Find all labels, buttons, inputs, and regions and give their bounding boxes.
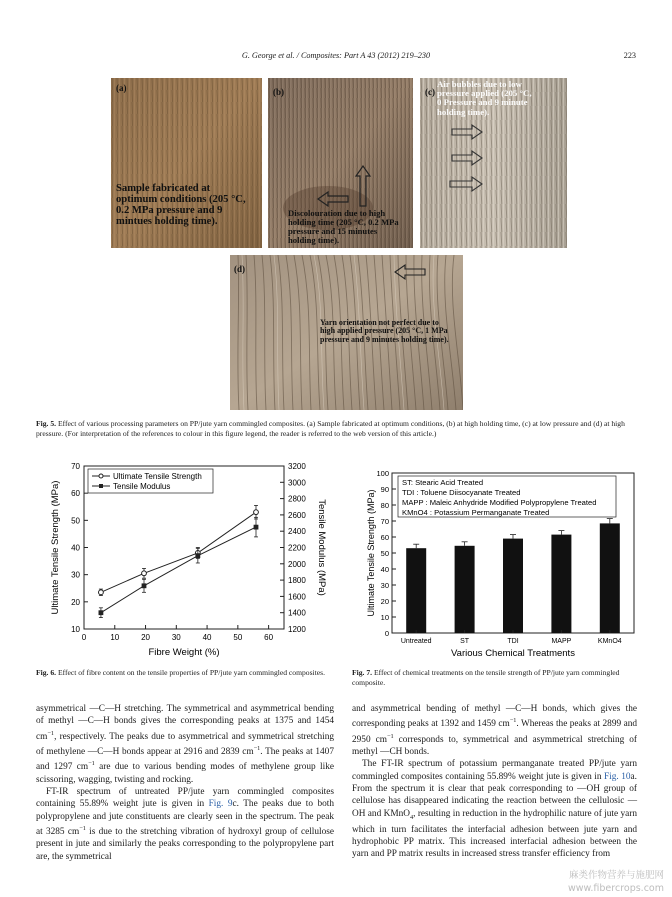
body-left-paragraph-2: FT-IR spectrum of untreated PP/jute yarn commingled composites containing 55.89% weight jute is given in Fig. 9c. The peaks due to both polypropylene and jute constituents are clearly seen in the spectrum. The peak at 3285 $cm^{-1}$ is due to the stretching vibration of hydroxyl group of cellulose present in jute and similarly the peaks corresponding to the polypropylene part are, the symmetrical [36, 787, 334, 862]
y2-tick-label: 1600 [288, 592, 306, 602]
data-point-square [99, 610, 104, 615]
body-right-paragraph-1: and asymmetrical bending of methyl —C—H bonds, which gives the corresponding peaks at 1392 and 1459 $cm^{-1}$. Whereas the peaks at 2899 and 2950 $cm^{-1}$ corresponds to, symmetrical and asymmetrical stretching of methyl —CH bonds. [352, 704, 637, 758]
fig6-caption-text: Effect of fibre content on the tensile properties of PP/jute yarn commingled composites. [56, 668, 325, 677]
data-point-square [142, 583, 147, 588]
y-tick-label: 100 [376, 469, 389, 478]
fig7-caption-text: Effect of chemical treatments on the tensile strength of PP/jute yarn commingled composite. [352, 668, 620, 688]
x-tick-label: 50 [233, 633, 243, 642]
y-tick-label: 60 [380, 533, 389, 542]
legend-label: Tensile Modulus [113, 482, 171, 491]
fig7-chart-svg [352, 463, 642, 661]
y-tick-label: 80 [380, 501, 389, 510]
y-tick-label: 90 [380, 485, 389, 494]
data-point-square [195, 553, 200, 558]
x-tick-label: MAPP [551, 638, 572, 645]
y-tick-label: 10 [71, 625, 80, 634]
y2-axis-label: Tensile Modulus (MPa) [316, 499, 326, 596]
x-tick-label: 60 [264, 633, 274, 642]
page-number: 223 [623, 51, 636, 60]
fig5-panel-b-note: Discolouration due to high holding time (205 °C, 0.2 MPa pressure and 15 minutes holding time). [288, 208, 399, 246]
watermark [568, 869, 664, 895]
y-axis-label: Ultimate Tensile Strength (MPa) [366, 489, 376, 617]
legend-entry: MAPP : Maleic Anhydride Modified Polypropylene Treated [402, 498, 597, 507]
fig7-chart [352, 463, 642, 661]
x-tick-label: 30 [171, 633, 181, 642]
x-tick-label: 0 [81, 633, 87, 642]
body-column-right [352, 703, 637, 861]
y-tick-label: 10 [380, 613, 389, 622]
data-point-circle [142, 571, 147, 576]
y-tick-label: 20 [71, 597, 80, 607]
bar-untreated [406, 548, 426, 633]
fig5-panel-b-tag: (b) [273, 87, 284, 97]
body-left-paragraph-1: asymmetrical —C—H stretching. The symmetrical and asymmetrical bending of methyl —C—H bonds gives the corresponding peaks at 1375 and 1454 $cm^{-1}$, respectively. The peaks due to asymmetrical and symmetrical stretching of methylene —C—H bonds appear at 2916 and 2839 $cm^{-1}$. The peaks at 1407 and 1297 $cm^{-1}$ are due to various bending modes of methylene group like scissoring, wagging, twisting and rocking. [36, 704, 334, 785]
x-axis-label: Fibre Weight (%) [148, 647, 220, 658]
legend-label: Ultimate Tensile Strength [113, 472, 202, 481]
y2-tick-label: 2600 [288, 510, 306, 520]
legend-marker-square [99, 484, 103, 488]
fig7-caption-label: Fig. 7. [352, 668, 373, 677]
y2-tick-label: 1400 [288, 608, 306, 618]
y-tick-label: 50 [71, 516, 80, 526]
x-tick-label: TDI [507, 638, 519, 645]
y-tick-label: 30 [71, 570, 80, 580]
x-axis-label: Various Chemical Treatments [451, 648, 575, 659]
y-tick-label: 0 [384, 629, 389, 638]
fig5-panel-d-note: Yarn orientation not perfect due to high applied pressure (205 °C, 1 MPa pressure and 9 minutes holding time). [320, 318, 449, 344]
bar-kmno4 [600, 523, 620, 633]
bar-st [455, 546, 475, 633]
y-tick-label: 70 [380, 517, 389, 526]
legend-entry: ST: Stearic Acid Treated [402, 478, 484, 487]
fig5-caption-text: Effect of various processing parameters on PP/jute yarn commingled composites. (a) Sample fabricated at optimum conditions, (b) at high holding time, (c) at low pressure and (d) at high pressure. (For interpretation of the references to colour in this figure legend, the reader is referred to the web version of this article.) [36, 419, 625, 439]
data-point-square [254, 525, 259, 530]
fig6-caption-label: Fig. 6. [36, 668, 57, 677]
legend-entry: TDI : Toluene Diisocyanate Treated [402, 488, 521, 497]
y-tick-label: 20 [380, 597, 389, 606]
fig5-panel-c [420, 78, 567, 248]
data-point-circle [254, 510, 259, 515]
y-tick-label: 50 [380, 549, 389, 558]
y2-tick-label: 3200 [288, 462, 306, 471]
fig6-chart [36, 456, 326, 661]
x-tick-label: 40 [202, 633, 212, 642]
y2-tick-label: 2400 [288, 527, 306, 537]
y2-tick-label: 2000 [288, 559, 306, 569]
y-tick-label: 30 [380, 581, 389, 590]
fig5-panel-d [230, 255, 463, 410]
x-tick-label: Untreated [400, 638, 432, 645]
y2-tick-label: 1800 [288, 576, 306, 586]
y2-tick-label: 2200 [288, 543, 306, 553]
legend-entry: KMnO4 : Potassium Permanganate Treated [402, 508, 550, 517]
x-tick-label: ST [460, 638, 470, 645]
y-tick-label: 40 [71, 543, 80, 553]
fig5-panel-c-note: Air bubbles due to low pressure applied (205 °C, 0 Pressure and 9 minute holding time). [437, 79, 532, 117]
legend-marker-circle [99, 474, 103, 478]
fig5-caption [36, 419, 636, 440]
body-right-paragraph-2: The FT-IR spectrum of potassium permanganate treated PP/jute yarn commingled composites containing 55.89% weight jute is given in Fig. 10a. From the spectrum it is clear that peak corresponding to —OH group of cellulose has disappeared indicating the reaction between the cellulosic —OH and KMnO$_4$, resulting in reduction in the hydrophilic nature of jute yarn which in turn facilitates the interfacial adhesion between jute yarn and hydrophobic PP matrix. This increased interfacial adhesion between the yarn and PP matrix results in increased stress transfer efficiency from [352, 759, 638, 860]
fig6-caption [36, 668, 334, 678]
chart-legend [88, 469, 213, 493]
running-header [0, 51, 672, 65]
fig5-caption-label: Fig. 5. [36, 419, 57, 428]
fig10-reference-link[interactable]: Fig. 10 [604, 771, 631, 782]
fig6-chart-svg [36, 456, 326, 661]
fig5-panel-b [268, 78, 413, 248]
fig5-panel-a [111, 78, 262, 248]
y2-tick-label: 1200 [288, 625, 306, 634]
x-tick-label: KMnO4 [597, 638, 622, 645]
chart-legend [398, 476, 616, 517]
body-column-left [36, 703, 334, 863]
bar-mapp [551, 535, 571, 633]
y-tick-label: 70 [71, 462, 80, 471]
y-axis-label: Ultimate Tensile Strength (MPa) [50, 480, 61, 615]
y-tick-label: 40 [380, 565, 389, 574]
watermark-line-1: 麻类作物营养与施肥网 [568, 870, 664, 881]
fig5-panel-a-note: Sample fabricated at optimum conditions (205 °C, 0.2 MPa pressure and 9 mintues holding time). [116, 183, 246, 228]
fig9-reference-link[interactable]: Fig. 9 [208, 799, 233, 810]
data-point-circle [99, 590, 104, 595]
series-line-2 [101, 527, 256, 613]
y2-tick-label: 3000 [288, 478, 306, 488]
watermark-line-2: www.fibercrops.com [567, 883, 664, 894]
x-tick-label: 20 [141, 633, 150, 642]
fig5-panel-c-tag: (c) [425, 87, 435, 97]
bar-tdi [503, 539, 523, 633]
journal-citation: G. George et al. / Composites: Part A 43 (2012) 219–230 [241, 51, 431, 60]
fig5-panel-a-tag: (a) [116, 83, 127, 93]
y2-tick-label: 2800 [288, 494, 306, 504]
x-tick-label: 10 [110, 633, 120, 642]
fig5-panel-d-tag: (d) [234, 264, 245, 274]
series-line-1 [101, 512, 256, 592]
y-tick-label: 60 [71, 489, 80, 499]
fig7-caption [352, 668, 637, 689]
